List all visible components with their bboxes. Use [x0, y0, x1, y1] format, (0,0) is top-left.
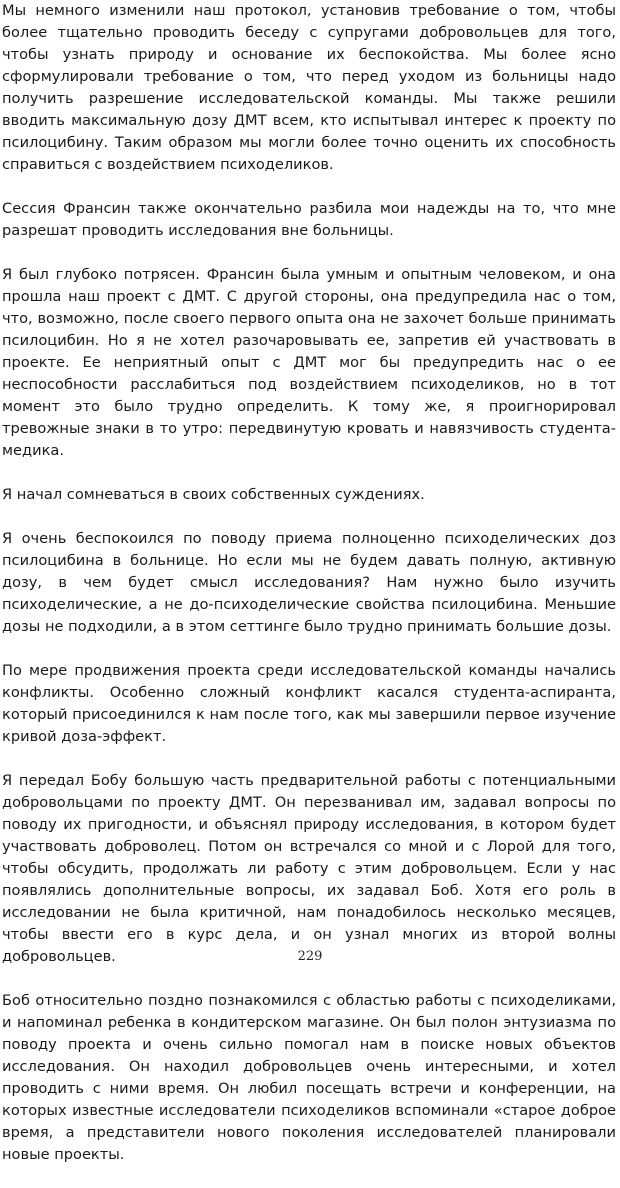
paragraph-5: Я очень беспокоился по поводу приема полноценно психоделических доз псилоцибина в больнице. Но если мы не будем давать полную, активную дозу, в чем будет смысл исследования? Нам нужно было изучить психоделические, а не до-психоделические свойства псилоцибина. Меньшие дозы не подходили, а в этом сеттинге было трудно принимать большие дозы.: [2, 530, 616, 635]
paragraph-6: По мере продвижения проекта среди исследовательской команды начались конфликты. Особенно сложный конфликт касался студента-аспиранта, который присоединился к нам после того, как мы завершили первое изучение кривой доза-эффект.: [2, 662, 616, 745]
book-page: [2, 0, 616, 1163]
paragraph-8: Боб относительно поздно познакомился с областью работы с психоделиками, и напоминал ребенка в кондитерском магазине. Он был полон энтузиазма по поводу проекта и очень сильно помогал нам в поиске новых объектов исследования. Он находил добровольцев очень интересными, и хотел проводить с ними время. Он любил посещать встречи и конференции, на которых известные исследователи психоделиков вспоминали «старое доброе время, а представители нового поколения исследователей планировали новые проекты.: [2, 992, 616, 1163]
paragraph-7: Я передал Бобу большую часть предварительной работы с потенциальными добровольцами по проекту ДМТ. Он перезванивал им, задавал вопросы по поводу их пригодности, и объяснял природу исследования, в котором будет участвовать доброволец. Потом он встречался со мной и с Лорой для того, чтобы обсудить, продолжать ли работу с этим добровольцем. Если у нас появлялись дополнительные вопросы, их задавал Боб. Хотя его роль в исследовании не была критичной, нам понадобилось несколько месяцев, чтобы ввести его в курс дела, и он узнал многих из второй волны добровольцев.: [2, 772, 616, 965]
paragraph-3: Я был глубоко потрясен. Франсин была умным и опытным человеком, и она прошла наш проект с ДМТ. С другой стороны, она предупредила нас о том, что, возможно, после своего первого опыта она не захочет больше принимать псилоцибин. Но я не хотел разочаровывать ее, запретив ей участвовать в проекте. Ее неприятный опыт с ДМТ мог бы предупредить нас о ее неспособности расслабиться под воздействием психоделиков, но в тот момент это было трудно определить. К тому же, я проигнорировал тревожные знаки в то утро: передвинутую кровать и навязчивость студента-медика.: [2, 266, 616, 459]
page-number: 229: [297, 949, 323, 964]
paragraph-1: Мы немного изменили наш протокол, установив требование о том, чтобы более тщательно проводить беседу с супругами добровольцев для того, чтобы узнать природу и основание их беспокойства. Мы более ясно сформулировали требование о том, что перед уходом из больницы надо получить разрешение исследовательской команды. Мы также решили вводить максимальную дозу ДМТ всем, кто испытывал интерес к проекту по псилоцибину. Таким образом мы могли более точно оценить их способность справиться с воздействием психоделиков.: [2, 2, 616, 173]
page-body-text: [2, 0, 616, 1188]
paragraph-2: Сессия Франсин также окончательно разбила мои надежды на то, что мне разрешат проводить исследования вне больницы.: [2, 200, 616, 239]
paragraph-4: Я начал сомневаться в своих собственных суждениях.: [2, 486, 425, 503]
